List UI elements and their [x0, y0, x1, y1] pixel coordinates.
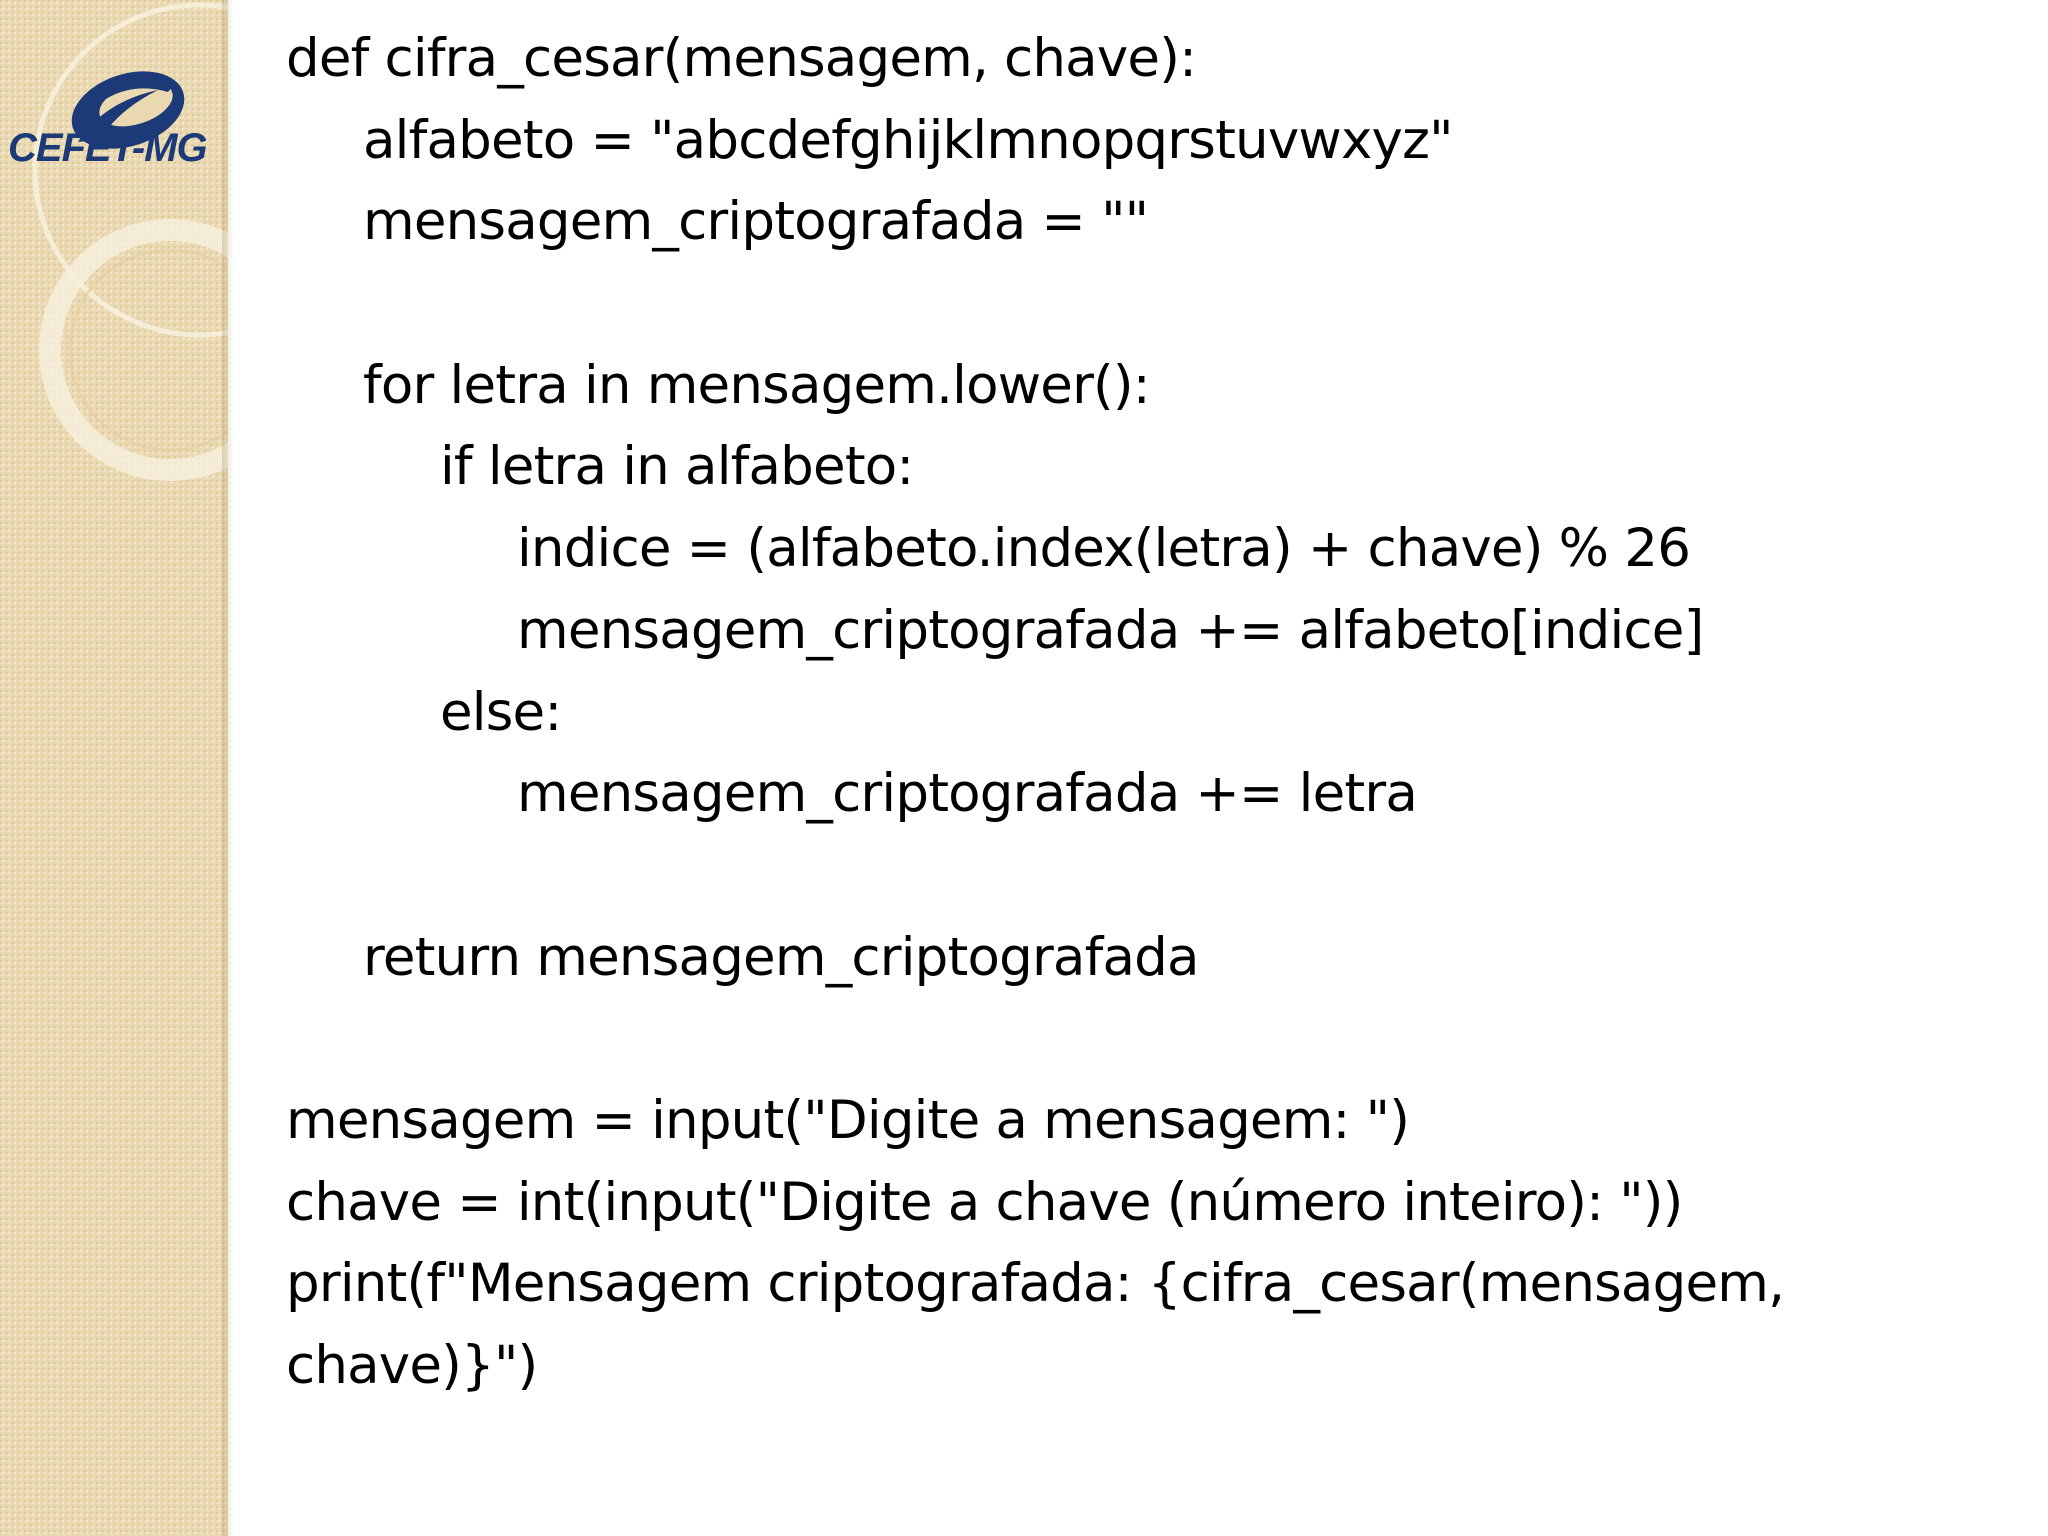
code-line: mensagem = input("Digite a mensagem: ") [286, 1089, 1410, 1151]
code-line: def cifra_cesar(mensagem, chave): [286, 28, 1197, 89]
code-line-blank [286, 835, 2006, 917]
code-line: for letra in mensagem.lower(): [363, 354, 1150, 416]
sidebar-edge-shadow [222, 0, 234, 1536]
code-block [286, 18, 2006, 1407]
code-line: indice = (alfabeto.index(letra) + chave) % 26 [517, 518, 1691, 580]
code-line: if letra in alfabeto: [440, 436, 914, 498]
code-line: mensagem_criptografada += alfabeto[indice] [517, 599, 1704, 661]
code-line: print(f"Mensagem criptografada: {cifra_cesar(mensagem, [286, 1253, 1785, 1315]
code-line: return mensagem_criptografada [363, 926, 1199, 988]
code-line-blank [286, 998, 2006, 1080]
code-line: mensagem_criptografada = "" [363, 191, 1149, 253]
code-line: mensagem_criptografada += letra [517, 763, 1418, 825]
code-line: alfabeto = "abcdefghijklmnopqrstuvwxyz" [363, 109, 1453, 171]
logo-text: CEFET-MG [8, 126, 207, 170]
decorative-sidebar [0, 0, 228, 1536]
code-line-blank [286, 263, 2006, 345]
code-line: chave = int(input("Digite a chave (número inteiro): ")) [286, 1171, 1683, 1233]
code-line: chave)}") [286, 1335, 538, 1396]
code-line: else: [440, 681, 562, 743]
